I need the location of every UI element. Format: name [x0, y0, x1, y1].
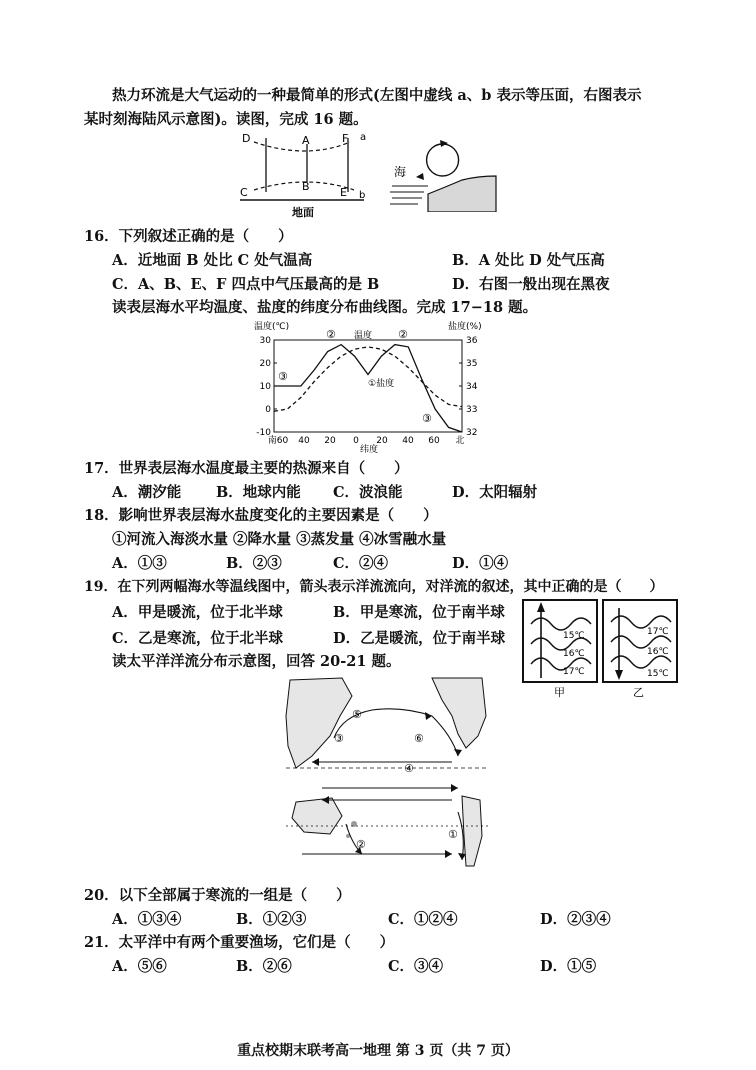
page-footer: 重点校期末联考高一地理 第 3 页（共 7 页） [237, 1043, 519, 1059]
q19-option-b[interactable]: B．甲是寒流，位于南半球 [333, 604, 505, 621]
x-tick: 北 [455, 436, 465, 446]
q21-stem: 21．太平洋中有两个重要渔场，它们是（ ） [84, 934, 395, 951]
q19-option-d[interactable]: D．乙是暖流，位于南半球 [333, 630, 506, 647]
australia-landmass [292, 798, 342, 834]
jia-label-16: 16℃ [563, 649, 585, 659]
y-left-tick: 10 [259, 382, 271, 392]
y-right-tick: 36 [466, 336, 478, 346]
label-D: D [242, 132, 251, 145]
x-tick: 南60 [267, 436, 289, 446]
yi-name: 乙 [633, 686, 644, 699]
q21-option-a[interactable]: A．⑤⑥ [112, 958, 167, 975]
pacific-currents-map [282, 676, 492, 872]
q18-option-c[interactable]: C．②④ [333, 555, 389, 572]
jia-label-15: 15℃ [563, 631, 585, 641]
y-right-tick: 34 [466, 382, 478, 392]
y-left-tick: 0 [265, 405, 271, 415]
x-tick: 60 [428, 436, 440, 446]
q17-option-c[interactable]: C．波浪能 [333, 484, 403, 501]
annotation-3-right: ③ [422, 412, 432, 425]
x-tick: 0 [353, 436, 359, 446]
q20-option-a[interactable]: A．①③④ [112, 911, 182, 928]
pressure-diagram [232, 130, 372, 222]
y-right-label: 盐度(%) [448, 322, 482, 332]
x-axis-label: 纬度 [360, 445, 379, 454]
annotation-1-salinity: ①盐度 [368, 379, 395, 389]
yi-label-15: 15℃ [647, 669, 669, 679]
q16-option-a[interactable]: A．近地面 B 处比 C 处气温高 [112, 252, 313, 269]
q18-option-b[interactable]: B．②③ [226, 555, 282, 572]
current-label-2: ② [356, 838, 366, 851]
label-a: a [360, 132, 367, 143]
current-label-5: ⑤ [352, 708, 362, 721]
annotation-2-right: ② [398, 328, 408, 341]
q20-option-b[interactable]: B．①②③ [236, 911, 307, 928]
intro-20: 读太平洋洋流分布示意图，回答 20-21 题。 [112, 653, 401, 670]
current-label-3: ③ [334, 732, 344, 745]
q20-option-d[interactable]: D．②③④ [540, 911, 611, 928]
q19-option-a[interactable]: A．甲是暖流，位于北半球 [112, 604, 283, 621]
q18-option-d[interactable]: D．①④ [452, 555, 509, 572]
y-left-tick: -10 [256, 428, 271, 438]
q18-stem: 18．影响世界表层海水盐度变化的主要因素是（ ） [84, 507, 438, 524]
sea-label: 海 [394, 165, 407, 179]
y-left-tick: 20 [259, 359, 271, 369]
label-C: C [240, 186, 248, 199]
q18-items: ①河流入海淡水量 ②降水量 ③蒸发量 ④冰雪融水量 [112, 531, 447, 548]
series-temp-label: 温度 [354, 331, 373, 341]
current-label-6: ⑥ [414, 732, 424, 745]
q20-stem: 20．以下全部属于寒流的一组是（ ） [84, 887, 351, 904]
q17-stem: 17．世界表层海水温度最主要的热源来自（ ） [84, 460, 409, 477]
temp-salinity-chart [252, 318, 492, 454]
intro-16-line2: 某时刻海陆风示意图)。读图，完成 16 题。 [84, 111, 368, 128]
q16-option-d[interactable]: D．右图一般出现在黑夜 [452, 276, 610, 293]
q21-option-d[interactable]: D．①⑤ [540, 958, 597, 975]
label-A: A [302, 134, 310, 147]
label-F: F [342, 132, 349, 145]
label-E: E [340, 186, 347, 199]
jia-label-17: 17℃ [563, 667, 585, 677]
q16-option-c[interactable]: C．A、B、E、F 四点中气压最高的是 B [112, 276, 380, 293]
jia-name: 甲 [554, 686, 565, 699]
annotation-2-left: ② [326, 328, 336, 341]
x-tick: 40 [298, 436, 310, 446]
y-left-label: 温度(℃) [254, 322, 290, 332]
north-america-landmass [432, 678, 486, 748]
x-tick: 40 [402, 436, 414, 446]
y-left-tick: 30 [259, 336, 271, 346]
intro-17: 读表层海水平均温度、盐度的纬度分布曲线图。完成 17−18 题。 [112, 299, 538, 316]
q17-option-a[interactable]: A．潮汐能 [112, 484, 182, 501]
intro-16-line1: 热力环流是大气运动的一种最简单的形式(左图中虚线 a、b 表示等压面，右图表示 [112, 87, 642, 104]
isotherm-figures [521, 598, 681, 700]
asia-landmass [286, 678, 352, 768]
q17-option-b[interactable]: B．地球内能 [216, 484, 301, 501]
label-b: b [359, 190, 366, 201]
ground-label: 地面 [292, 206, 314, 219]
x-tick: 20 [324, 436, 336, 446]
q18-option-a[interactable]: A．①③ [112, 555, 167, 572]
y-right-tick: 35 [466, 359, 478, 369]
yi-label-17: 17℃ [647, 627, 669, 637]
y-right-tick: 32 [466, 428, 478, 438]
current-label-4: ④ [404, 762, 414, 775]
current-label-1: ① [448, 828, 458, 841]
yi-label-16: 16℃ [647, 647, 669, 657]
q19-option-c[interactable]: C．乙是寒流，位于北半球 [112, 630, 284, 647]
q19-stem: 19．在下列两幅海水等温线图中，箭头表示洋流流向，对洋流的叙述，其中正确的是（ ） [84, 579, 664, 595]
q16-stem: 16．下列叙述正确的是（ ） [84, 228, 293, 245]
q21-option-c[interactable]: C．③④ [388, 958, 444, 975]
q21-option-b[interactable]: B．②⑥ [236, 958, 292, 975]
sea-breeze-diagram [388, 132, 498, 212]
q20-option-c[interactable]: C．①②④ [388, 911, 458, 928]
annotation-3-left: ③ [278, 370, 288, 383]
q16-option-b[interactable]: B．A 处比 D 处气压高 [452, 252, 605, 269]
q17-option-d[interactable]: D．太阳辐射 [452, 484, 538, 501]
label-B: B [302, 180, 310, 193]
x-tick: 20 [376, 436, 388, 446]
y-right-tick: 33 [466, 405, 478, 415]
